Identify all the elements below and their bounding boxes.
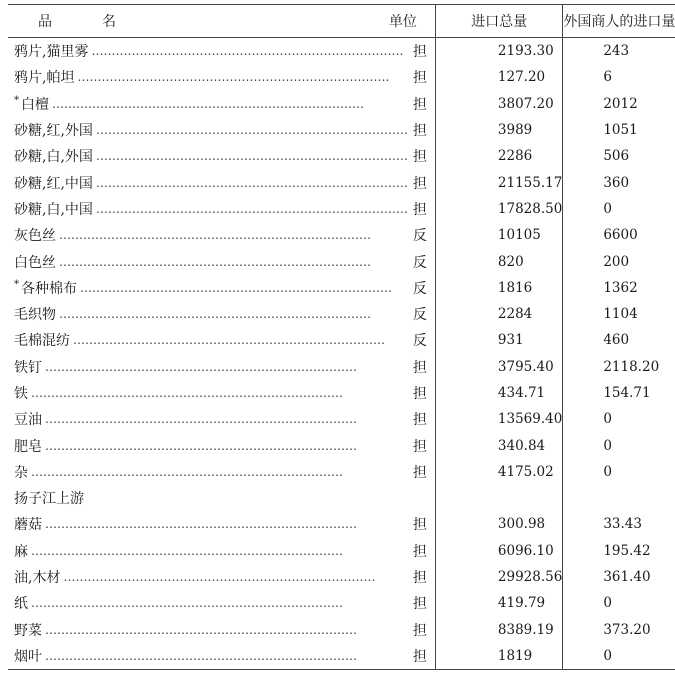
item-name: 鸦片,帕坦 [14, 70, 75, 87]
item-unit: 反 [412, 228, 427, 245]
item-unit: 担 [412, 543, 427, 560]
item-cell [8, 196, 435, 222]
leader-dots: …………………………………………………………………… [45, 648, 357, 663]
total-import-value: 340.84 [435, 432, 562, 458]
table-row [8, 327, 675, 353]
item-name: 砂糖,红,中国 [14, 175, 93, 192]
item-cell [8, 169, 435, 195]
header-foreign: 外国商人的进口量 [563, 5, 675, 38]
item-unit: 担 [412, 596, 427, 613]
table-row [8, 432, 675, 458]
table-row [8, 222, 675, 248]
leader-dots: …………………………………………………………………… [45, 359, 357, 374]
total-import-value: 2284 [435, 301, 562, 327]
total-import-value: 29928.56 [435, 564, 562, 590]
table-row [8, 196, 675, 222]
total-import-value: 434.71 [435, 380, 562, 406]
foreign-import-value: 6 [603, 69, 612, 86]
item-cell [8, 64, 435, 90]
leader-dots: …………………………………………………………………… [91, 44, 404, 59]
table-row [8, 590, 675, 616]
empty-cell [435, 485, 562, 511]
item-name: 各种棉布 [21, 280, 77, 297]
section-title: 扬子江上游 [8, 485, 435, 511]
item-unit: 担 [412, 412, 427, 429]
item-name: 纸 [14, 596, 28, 613]
item-name: 灰色丝 [14, 228, 56, 245]
item-cell [8, 143, 435, 169]
table-row [8, 38, 675, 65]
leader-dots: …………………………………………………………………… [52, 96, 364, 111]
item-cell [8, 564, 435, 590]
total-import-value: 21155.17 [435, 169, 562, 195]
item-unit: 反 [412, 254, 427, 271]
leader-dots: …………………………………………………………………… [73, 333, 385, 348]
item-name: 砂糖,白,外国 [14, 149, 93, 166]
leader-dots: …………………………………………………………………… [31, 596, 343, 611]
table-row [8, 169, 675, 195]
item-name: 白檀 [21, 96, 49, 113]
item-cell [8, 406, 435, 432]
item-name: 砂糖,白,中国 [14, 201, 93, 218]
item-name: 白色丝 [14, 254, 56, 271]
leader-dots: …………………………………………………………………… [59, 307, 371, 322]
item-cell [8, 248, 435, 274]
item-name: 杂 [14, 464, 28, 481]
table-row [8, 406, 675, 432]
foreign-import-value: 1051 [603, 122, 638, 139]
item-unit: 担 [412, 464, 427, 481]
total-import-value: 4175.02 [435, 459, 562, 485]
item-cell [8, 432, 435, 458]
item-name: 野菜 [14, 622, 42, 639]
item-name: 毛棉混纺 [14, 333, 70, 350]
total-import-value: 6096.10 [435, 538, 562, 564]
foreign-import-value: 0 [603, 200, 612, 217]
item-unit: 担 [412, 648, 427, 665]
total-import-value: 13569.40 [435, 406, 562, 432]
total-import-value: 17828.50 [435, 196, 562, 222]
item-name: 蘑菇 [14, 517, 42, 534]
item-name: 烟叶 [14, 648, 42, 665]
item-cell [8, 327, 435, 353]
header-unit: 单位 [388, 14, 417, 30]
item-unit: 担 [412, 359, 427, 376]
item-cell [8, 617, 435, 643]
item-unit: 担 [412, 570, 427, 587]
item-cell [8, 275, 435, 301]
header-item-unit [8, 5, 435, 38]
foreign-import-value: 373.20 [603, 621, 651, 638]
header-item-name: 品 名 [38, 14, 134, 30]
footnote-star: * [14, 95, 19, 107]
leader-dots: …………………………………………………………………… [59, 254, 371, 269]
table-row [8, 380, 675, 406]
total-import-value: 3807.20 [435, 91, 562, 117]
item-cell [8, 301, 435, 327]
foreign-import-value: 243 [603, 43, 630, 60]
foreign-import-value: 2118.20 [603, 358, 660, 375]
item-name: 铁钉 [14, 359, 42, 376]
item-unit: 反 [412, 307, 427, 324]
item-unit: 担 [412, 149, 427, 166]
item-unit: 担 [412, 70, 427, 87]
item-cell [8, 354, 435, 380]
foreign-import-value: 1362 [603, 279, 638, 296]
foreign-import-value: 2012 [603, 95, 638, 112]
total-import-value: 820 [435, 248, 562, 274]
item-cell [8, 459, 435, 485]
table-header-row [8, 5, 675, 38]
item-unit: 反 [412, 280, 427, 297]
table-row [8, 511, 675, 537]
table-row [8, 301, 675, 327]
total-import-value: 1819 [435, 643, 562, 670]
leader-dots: …………………………………………………………………… [31, 464, 343, 479]
foreign-import-value: 0 [603, 463, 612, 480]
table-row [8, 564, 675, 590]
leader-dots: …………………………………………………………………… [31, 543, 343, 558]
item-cell [8, 91, 435, 117]
total-import-value: 3795.40 [435, 354, 562, 380]
leader-dots: …………………………………………………………………… [59, 228, 371, 243]
foreign-import-value: 6600 [603, 227, 638, 244]
item-cell [8, 511, 435, 537]
foreign-import-value: 154.71 [603, 385, 651, 401]
item-unit: 担 [412, 44, 427, 61]
total-import-value: 931 [435, 327, 562, 353]
item-unit: 担 [412, 622, 427, 639]
table-row [8, 64, 675, 90]
leader-dots: …………………………………………………………………… [80, 280, 392, 295]
foreign-import-value: 1104 [603, 306, 638, 323]
leader-dots: …………………………………………………………………… [77, 70, 390, 85]
empty-cell [563, 485, 675, 511]
item-name: 豆油 [14, 412, 42, 429]
import-table [8, 4, 675, 670]
table-row [8, 643, 675, 670]
table-row [8, 275, 675, 301]
table-row [8, 538, 675, 564]
section-row [8, 485, 675, 511]
leader-dots: …………………………………………………………………… [45, 622, 357, 637]
foreign-import-value: 506 [603, 148, 630, 165]
item-unit: 担 [412, 96, 427, 113]
item-unit: 担 [412, 175, 427, 192]
item-cell [8, 538, 435, 564]
total-import-value: 10105 [435, 222, 562, 248]
leader-dots: …………………………………………………………………… [45, 438, 357, 453]
item-unit: 担 [412, 517, 427, 534]
total-import-value: 419.79 [435, 590, 562, 616]
item-name: 麻 [14, 543, 28, 560]
item-name: 肥皂 [14, 438, 42, 455]
item-unit: 反 [412, 333, 427, 350]
item-cell [8, 643, 435, 670]
leader-dots: …………………………………………………………………… [45, 412, 357, 427]
item-unit: 担 [412, 386, 427, 402]
total-import-value: 2286 [435, 143, 562, 169]
foreign-import-value: 33.43 [603, 516, 642, 533]
table-row [8, 354, 675, 380]
total-import-value: 300.98 [435, 511, 562, 537]
foreign-import-value: 0 [563, 643, 675, 670]
table-row [8, 459, 675, 485]
foreign-import-value: 360 [603, 174, 630, 191]
foreign-import-value: 0 [603, 411, 612, 428]
item-cell [8, 117, 435, 143]
item-cell [8, 38, 435, 65]
table-body [8, 38, 675, 670]
foreign-import-value: 0 [603, 437, 612, 454]
item-unit: 担 [412, 438, 427, 455]
total-import-value: 1816 [435, 275, 562, 301]
item-name: 毛织物 [14, 307, 56, 324]
footnote-star: * [14, 279, 19, 291]
item-cell [8, 380, 435, 406]
leader-dots: …………………………………………………………………… [95, 123, 408, 138]
item-name: 铁 [14, 386, 28, 402]
item-name: 砂糖,红,外国 [14, 123, 93, 140]
item-unit: 担 [412, 123, 427, 140]
item-unit: 担 [412, 201, 427, 218]
foreign-import-value: 460 [603, 332, 630, 349]
foreign-import-value: 195.42 [603, 542, 651, 559]
leader-dots: …………………………………………………………………… [45, 517, 357, 532]
item-cell [8, 590, 435, 616]
header-total: 进口总量 [435, 5, 562, 38]
table-row [8, 91, 675, 117]
table-row [8, 617, 675, 643]
table-row [8, 117, 675, 143]
item-cell [8, 222, 435, 248]
total-import-value: 127.20 [435, 64, 562, 90]
item-name: 鸦片,猫里雾 [14, 44, 89, 61]
total-import-value: 3989 [435, 117, 562, 143]
table-row [8, 143, 675, 169]
item-name: 油,木材 [14, 570, 61, 587]
leader-dots: …………………………………………………………………… [95, 149, 408, 164]
leader-dots: …………………………………………………………………… [95, 175, 408, 190]
leader-dots: …………………………………………………………………… [31, 386, 343, 400]
foreign-import-value: 0 [603, 595, 612, 612]
foreign-import-value: 200 [603, 253, 630, 270]
leader-dots: …………………………………………………………………… [63, 570, 376, 585]
foreign-import-value: 361.40 [603, 569, 651, 586]
total-import-value: 2193.30 [435, 38, 562, 65]
table-row [8, 248, 675, 274]
leader-dots: …………………………………………………………………… [95, 201, 408, 216]
total-import-value: 8389.19 [435, 617, 562, 643]
